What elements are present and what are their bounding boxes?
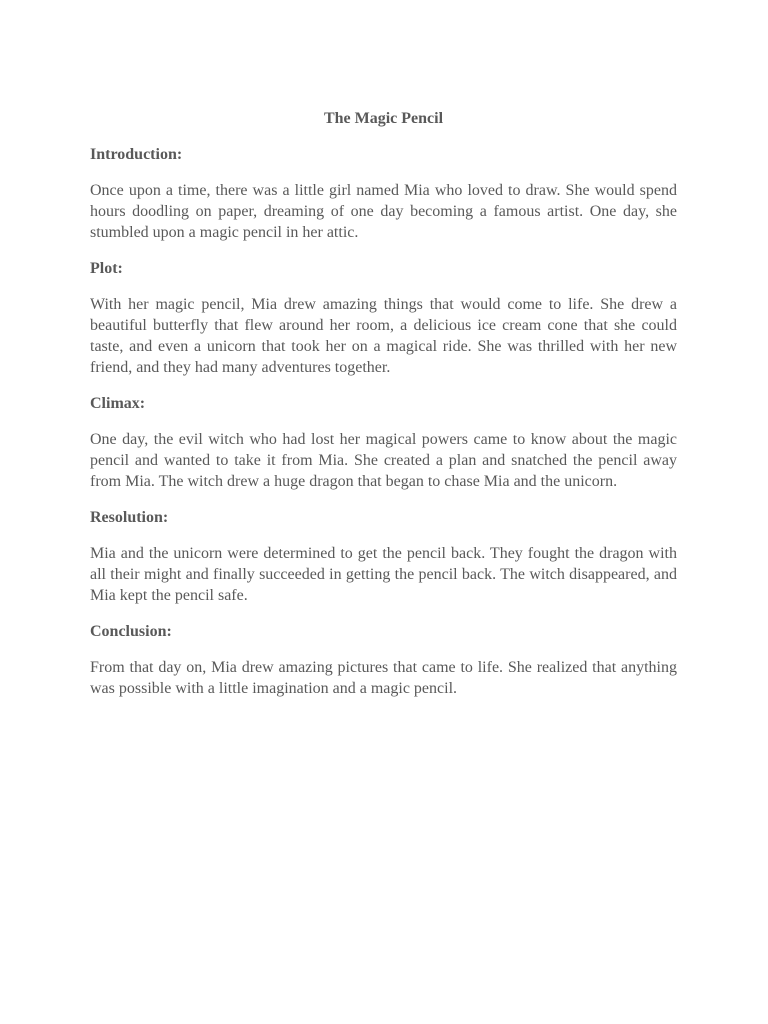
section-text-resolution: Mia and the unicorn were determined to get the pencil back. They fought the dragon with all their might and finally succeeded in getting the pencil back. The witch disappeared, and Mia kept the pencil safe. — [90, 545, 677, 604]
section-text-introduction: Once upon a time, there was a little girl named Mia who loved to draw. She would spend hours doodling on paper, dreaming of one day becoming a famous artist. One day, she stumbled upon a magic pencil in her attic. — [90, 182, 677, 241]
document-title: The Magic Pencil — [323, 110, 444, 127]
section-heading-climax: Climax: — [90, 395, 146, 412]
section-heading-resolution: Resolution: — [90, 509, 169, 526]
section-text-plot: With her magic pencil, Mia drew amazing things that would come to life. She drew a beautiful butterfly that flew around her room, a delicious ice cream cone that she could taste, and even a unicorn that took her on a magical ride. She was thrilled with her new friend, and they had many adventures together. — [90, 296, 677, 376]
section-text-climax: One day, the evil witch who had lost her magical powers came to know about the magic pencil and wanted to take it from Mia. She created a plan and snatched the pencil away from Mia. The witch drew a huge dragon that began to chase Mia and the unicorn. — [90, 431, 677, 490]
document-body — [90, 108, 677, 714]
section-text-conclusion: From that day on, Mia drew amazing pictures that came to life. She realized that anything was possible with a little imagination and a magic pencil. — [90, 659, 677, 697]
section-heading-conclusion: Conclusion: — [90, 623, 172, 640]
section-heading-introduction: Introduction: — [90, 146, 183, 163]
section-heading-plot: Plot: — [90, 260, 123, 277]
